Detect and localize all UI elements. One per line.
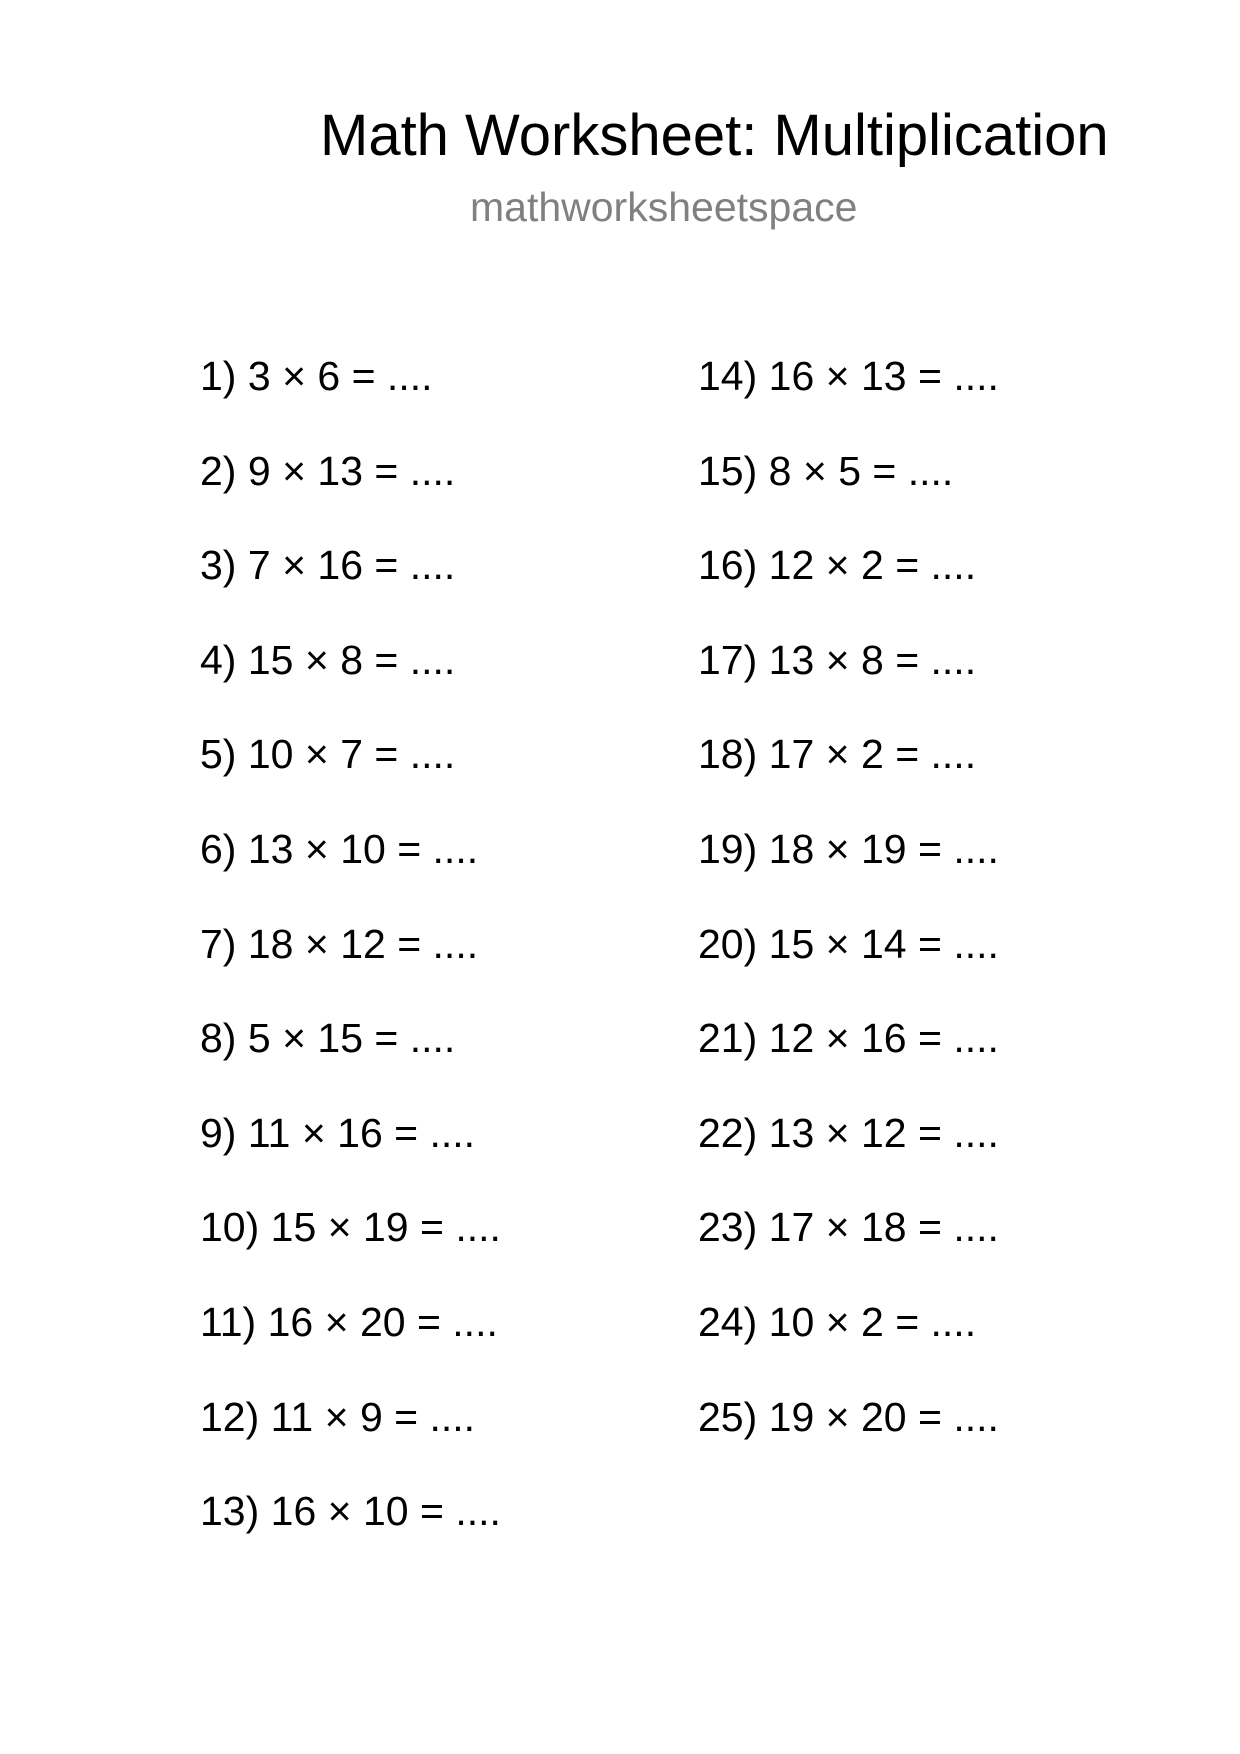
- problem-expression: 10 × 2 = ....: [768, 1298, 977, 1345]
- problem-expression: 18 × 12 = ....: [247, 920, 479, 967]
- problem-number: 4): [200, 636, 237, 683]
- problem-number: 3): [200, 542, 237, 589]
- problem-number: 23): [698, 1204, 758, 1251]
- problem-list-right: [698, 346, 1158, 1481]
- problem-expression: 16 × 10 = ....: [270, 1488, 501, 1535]
- problem-number: 8): [200, 1015, 237, 1062]
- page-title: Math Worksheet: Multiplication: [320, 103, 1109, 168]
- problem-25: [698, 1387, 1158, 1482]
- problem-number: 16): [698, 542, 758, 589]
- problem-3: [200, 535, 620, 630]
- problem-number: 25): [698, 1393, 758, 1440]
- problem-expression: 12 × 16 = ....: [768, 1015, 999, 1062]
- problem-8: [200, 1008, 620, 1103]
- problem-number: 10): [200, 1204, 260, 1251]
- problem-expression: 13 × 10 = ....: [247, 825, 479, 872]
- problem-expression: 19 × 20 = ....: [768, 1393, 999, 1440]
- problem-number: 6): [200, 825, 237, 872]
- page-subtitle: mathworksheetspace: [470, 184, 858, 230]
- problem-7: [200, 914, 620, 1009]
- problem-number: 21): [698, 1015, 758, 1062]
- problem-number: 24): [698, 1298, 758, 1345]
- problem-list-left: [200, 346, 620, 1576]
- problem-18: [698, 724, 1158, 819]
- problem-expression: 13 × 8 = ....: [768, 636, 977, 683]
- problem-expression: 15 × 8 = ....: [247, 636, 456, 683]
- problem-number: 13): [200, 1488, 260, 1535]
- problem-13: [200, 1481, 620, 1576]
- problem-2: [200, 441, 620, 536]
- problem-expression: 18 × 19 = ....: [768, 825, 999, 872]
- problem-number: 12): [200, 1393, 260, 1440]
- problem-expression: 16 × 13 = ....: [768, 353, 999, 399]
- problem-expression: 8 × 5 = ....: [768, 447, 954, 494]
- problem-expression: 17 × 18 = ....: [768, 1204, 999, 1251]
- problem-number: 2): [200, 447, 237, 494]
- problem-14: [698, 346, 1158, 441]
- problem-number: 5): [200, 731, 237, 778]
- problem-number: 19): [698, 825, 758, 872]
- problem-4: [200, 630, 620, 725]
- problem-number: 1): [200, 353, 237, 399]
- problem-number: 17): [698, 636, 758, 683]
- problem-expression: 9 × 13 = ....: [247, 447, 456, 494]
- problem-expression: 16 × 20 = ....: [267, 1298, 498, 1345]
- problem-15: [698, 441, 1158, 536]
- problem-5: [200, 724, 620, 819]
- problem-expression: 17 × 2 = ....: [768, 731, 977, 778]
- problem-number: 11): [200, 1298, 257, 1345]
- problem-expression: 7 × 16 = ....: [247, 542, 456, 589]
- problem-number: 22): [698, 1109, 758, 1156]
- problem-16: [698, 535, 1158, 630]
- problem-expression: 11 × 16 = ....: [247, 1109, 476, 1156]
- problem-1: [200, 346, 620, 441]
- problem-24: [698, 1292, 1158, 1387]
- problem-21: [698, 1008, 1158, 1103]
- problem-number: 9): [200, 1109, 237, 1156]
- problem-number: 14): [698, 353, 758, 399]
- problem-23: [698, 1197, 1158, 1292]
- problem-expression: 3 × 6 = ....: [247, 353, 433, 399]
- problem-number: 7): [200, 920, 237, 967]
- problem-expression: 10 × 7 = ....: [247, 731, 456, 778]
- problem-number: 15): [698, 447, 758, 494]
- problem-20: [698, 914, 1158, 1009]
- problem-17: [698, 630, 1158, 725]
- problem-11: [200, 1292, 620, 1387]
- problem-expression: 5 × 15 = ....: [247, 1015, 456, 1062]
- problem-10: [200, 1197, 620, 1292]
- problem-expression: 13 × 12 = ....: [768, 1109, 999, 1156]
- problem-number: 18): [698, 731, 758, 778]
- problem-6: [200, 819, 620, 914]
- problem-19: [698, 819, 1158, 914]
- problem-expression: 12 × 2 = ....: [768, 542, 977, 589]
- problem-expression: 15 × 14 = ....: [768, 920, 999, 967]
- problem-9: [200, 1103, 620, 1198]
- problem-number: 20): [698, 920, 758, 967]
- problem-expression: 15 × 19 = ....: [270, 1204, 501, 1251]
- problem-22: [698, 1103, 1158, 1198]
- problem-12: [200, 1387, 620, 1482]
- problem-expression: 11 × 9 = ....: [270, 1393, 476, 1440]
